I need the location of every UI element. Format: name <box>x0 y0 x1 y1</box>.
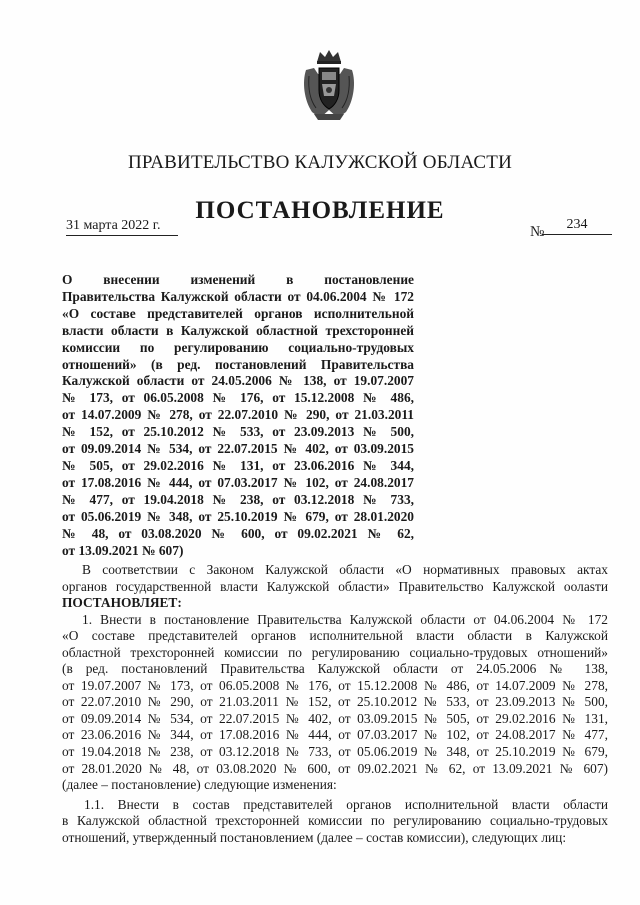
document-number-label: № <box>530 224 545 240</box>
item-1-line: (далее – постановление) следующие изменения: <box>62 777 337 793</box>
subject-line: О внесении изменений в постановление <box>62 272 414 287</box>
item-1-line: 1. Внести в постановление Правительства Калужской области от 04.06.2004 № 172 <box>82 611 608 627</box>
coat-of-arms-icon <box>300 48 358 122</box>
subject-line: № 477, от 19.04.2018 № 238, от 03.12.2018 № 733, <box>62 491 414 507</box>
item-1-1-line: отношений, утвержденный постановлением (далее – состав комиссии), следующих лиц: <box>62 829 567 845</box>
item-1-line: от 23.06.2016 № 344, от 17.08.2016 № 444, от 07.03.2017 № 102, от 24.08.2017 № 477, <box>62 727 608 743</box>
document-body <box>62 562 608 846</box>
document-subject <box>62 272 414 559</box>
item-1-line: от 19.04.2018 № 238, от 03.12.2018 № 733, от 05.06.2019 № 348, от 25.10.2019 № 679, <box>62 744 608 760</box>
subject-line: № 152, от 25.10.2012 № 533, от 23.09.2013 № 500, <box>62 424 414 440</box>
subject-line: Калужской области от 24.05.2006 № 138, от 19.07.2007 <box>62 373 414 389</box>
document-number-value: 234 <box>542 217 612 235</box>
subject-line: № 505, от 29.02.2016 № 131, от 23.06.2016 № 344, <box>62 457 414 473</box>
item-1-1-line: в Калужской областной трехсторонней комиссии по регулированию социально-трудовых <box>62 813 608 829</box>
subject-line: власти области в Калужской областной трехсторонней <box>62 322 414 338</box>
item-1-1-line: 1.1. Внести в состав представителей органов исполнительной власти области <box>84 796 608 812</box>
item-1-line: «О составе представителей органов исполнительной власти области в Калужской <box>62 628 608 644</box>
subject-line: от 09.09.2014 № 534, от 22.07.2015 № 402, от 03.09.2015 <box>62 441 414 457</box>
preamble-line: органов государственной власти Калужской области» Правительство Калужской оолasти <box>62 578 608 594</box>
subject-line: от 17.08.2016 № 444, от 07.03.2017 № 102, от 24.08.2017 <box>62 474 414 490</box>
item-1-line: от 28.01.2020 № 48, от 03.08.2020 № 600, от 09.02.2021 № 62, от 13.09.2021 № 607) <box>62 760 608 776</box>
subject-line: от 05.06.2019 № 348, от 25.10.2019 № 679, от 28.01.2020 <box>62 508 414 524</box>
subject-line: от 13.09.2021 № 607) <box>62 542 184 558</box>
item-1-line: от 09.09.2014 № 534, от 22.07.2015 № 402, от 03.09.2015 № 505, от 29.02.2016 № 131, <box>62 710 608 726</box>
subject-line: № 173, от 06.05.2008 № 176, от 15.12.2008 № 486, <box>62 390 414 406</box>
document-type-title: ПОСТАНОВЛЕНИЕ <box>195 197 445 224</box>
subject-line: от 14.07.2009 № 278, от 22.07.2010 № 290, от 21.03.2011 <box>62 407 414 423</box>
subject-line: комиссии по регулированию социально-трудовых <box>62 339 414 355</box>
subject-line: «О составе представителей органов исполнительной <box>62 305 414 321</box>
subject-line: отношений» (в ред. постановлений Правительства <box>62 356 414 372</box>
item-1-line: (в ред. постановлений Правительства Калужской области от 24.05.2006 № 138, <box>62 661 608 677</box>
subject-line: № 48, от 03.08.2020 № 600, от 09.02.2021 № 62, <box>62 525 414 541</box>
item-1-line: от 22.07.2010 № 290, от 21.03.2011 № 152, от 25.10.2012 № 533, от 23.09.2013 № 500, <box>62 694 608 710</box>
preamble-line: В соответствии с Законом Калужской области «О нормативных правовых актах <box>82 562 608 577</box>
resolves-heading: ПОСТАНОВЛЯЕТ: <box>62 595 182 611</box>
document-date: 31 марта 2022 г. <box>66 218 178 236</box>
subject-line: Правительства Калужской области от 04.06.2004 № 172 <box>62 288 414 304</box>
item-1-line: областной трехсторонней комиссии по регулированию социально-трудовых отношений» <box>62 644 608 660</box>
government-title: ПРАВИТЕЛЬСТВО КАЛУЖСКОЙ ОБЛАСТИ <box>127 152 513 173</box>
item-1-line: от 19.07.2007 № 173, от 06.05.2008 № 176, от 15.12.2008 № 486, от 14.07.2009 № 278, <box>62 677 608 693</box>
